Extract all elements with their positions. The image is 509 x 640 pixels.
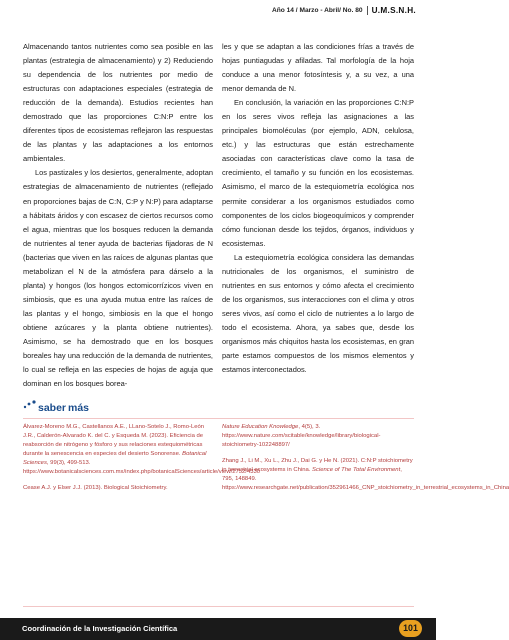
divider [23, 418, 414, 419]
references-left [23, 423, 261, 500]
paragraph: En conclusión, la variación en las proporciones C:N:P en los seres vivos refleja las asignaciones a las principales biomoléculas (por ejemplo, ADN, celulosa, etc.) y las estructuras que están estrechamente asociadas con características clave como la tasa de crecimiento, el tamaño y su función en los ecosistemas. Asimismo, el marco de la estequiometría ecológica nos permite considerar a los organismos estudiados como componentes de los ciclos biogeoquímicos y comprender cómo funcionan desde los tejidos, órganos, individuos y ecosistemas. [222, 98, 414, 248]
issue-label: Año 14 / Marzo - Abril/ No. 80 [272, 6, 368, 15]
page-footer [0, 618, 436, 640]
svg-text:más: más [68, 402, 90, 414]
divider [23, 606, 414, 607]
svg-text:saber: saber [38, 402, 67, 414]
page-number: 101 [399, 620, 422, 637]
body-column-right [222, 40, 414, 377]
reference-item: Zhang J., Li M., Xu L., Zhu J., Dai G. y He N. (2021). C:N:P stoichiometry in terrestrial ecosystems in China. Science of The Total Environment, 795, 148849. https://www.researchgate.net/publication/352961466_CNP_stoichiometry_in_terrestrial_ecosystems_in_China [222, 458, 509, 491]
paragraph: Los pastizales y los desiertos, generalmente, adoptan estrategias de almacenamiento de nutrientes (reflejado en proporciones bajas de C:N, C:P y N:P) para adaptarse a hábitats áridos y con escasez de ciertos recursos como el agua, mientras que los bosques reducen la demanda de nutrientes al tener ayuda de bacterias fijadoras de N (bacterias que viven en las raíces de algunas plantas que metabolizan el N de la atmósfera para dárselo a la planta) y hongos (los hongos ectomicorrízicos viven en simbiosis, que es una ayuda mutua entre las raíces de las plantas y el hongo, simbiosis en la que el hongo obtiene azúcares y la planta obtiene nutrientes). Asimismo, se ha demostrado que en los bosques boreales hay una reducción de la demanda de nutrientes, lo cual se refleja en las especies de hojas de aguja que dominan en los bosques borea- [23, 168, 213, 389]
paragraph: La estequiometría ecológica considera las demandas nutricionales de los organismos, el suministro de nutrientes en sus entornos y cómo afecta el crecimiento de los organismos, sus interacciones con el clima y otros seres vivos, así como el ciclo de nutrientes a lo largo de todo el ecosistema. Ahora, ya sabes que, desde los organismos más chiquitos hasta los ecosistemas, en gran parte estamos compuestos de los mismos elementos y estamos interconectados. [222, 252, 414, 375]
reference-item: Nature Education Knowledge, 4(5), 3. https://www.nature.com/scitable/knowledge/library/biological-stoichiometry-102248897/ [222, 424, 381, 448]
org-label: U.M.S.N.H. [371, 6, 416, 15]
paragraph: les y que se adaptan a las condiciones frías a través de hojas puntiagudas y afiladas. Tal morfología de la hoja conduce a una menor fotosíntesis y, a su vez, a una menor demanda de N. [222, 42, 414, 94]
sabermas-logo [23, 398, 93, 416]
reference-item: Cease A.J. y Elser J.J. (2013). Biological Stoichiometry. [23, 485, 168, 491]
footer-title: Coordinación de la Investigación Científica [22, 624, 178, 633]
references-right [222, 423, 509, 500]
paragraph: Almacenando tantos nutrientes como sea posible en las plantas (estrategia de almacenamiento) y 2) Reduciendo su dependencia de los nutrientes por medio de estructuras con adaptaciones especiales (estrategia de reducción de la demanda). Estudios recientes han demostrado que las proporciones C:N:P entre los diferentes tipos de ecosistemas reflejaron las respuestas de las plantas y las adaptaciones a los entornos ambientales. [23, 42, 213, 164]
reference-item: Álvarez-Moreno M.G., Castellanos A.E., LLano-Sotelo J., Romo-León J.R., Calderón-Alvarado K. del C. y Esqueda M. (2023). Eficiencia de reabsorción de nitrógeno y fósforo y sus relaciones estequiométricas durante la senescencia en especies del desierto Sonorense. Botanical Sciences, 99(3), 499-513. https://www.botanicalsciences.com.mx/index.php/botanicalSciences/article/view/2752/4330 [23, 424, 261, 475]
page-header [272, 6, 416, 15]
body-column-left [23, 40, 213, 391]
